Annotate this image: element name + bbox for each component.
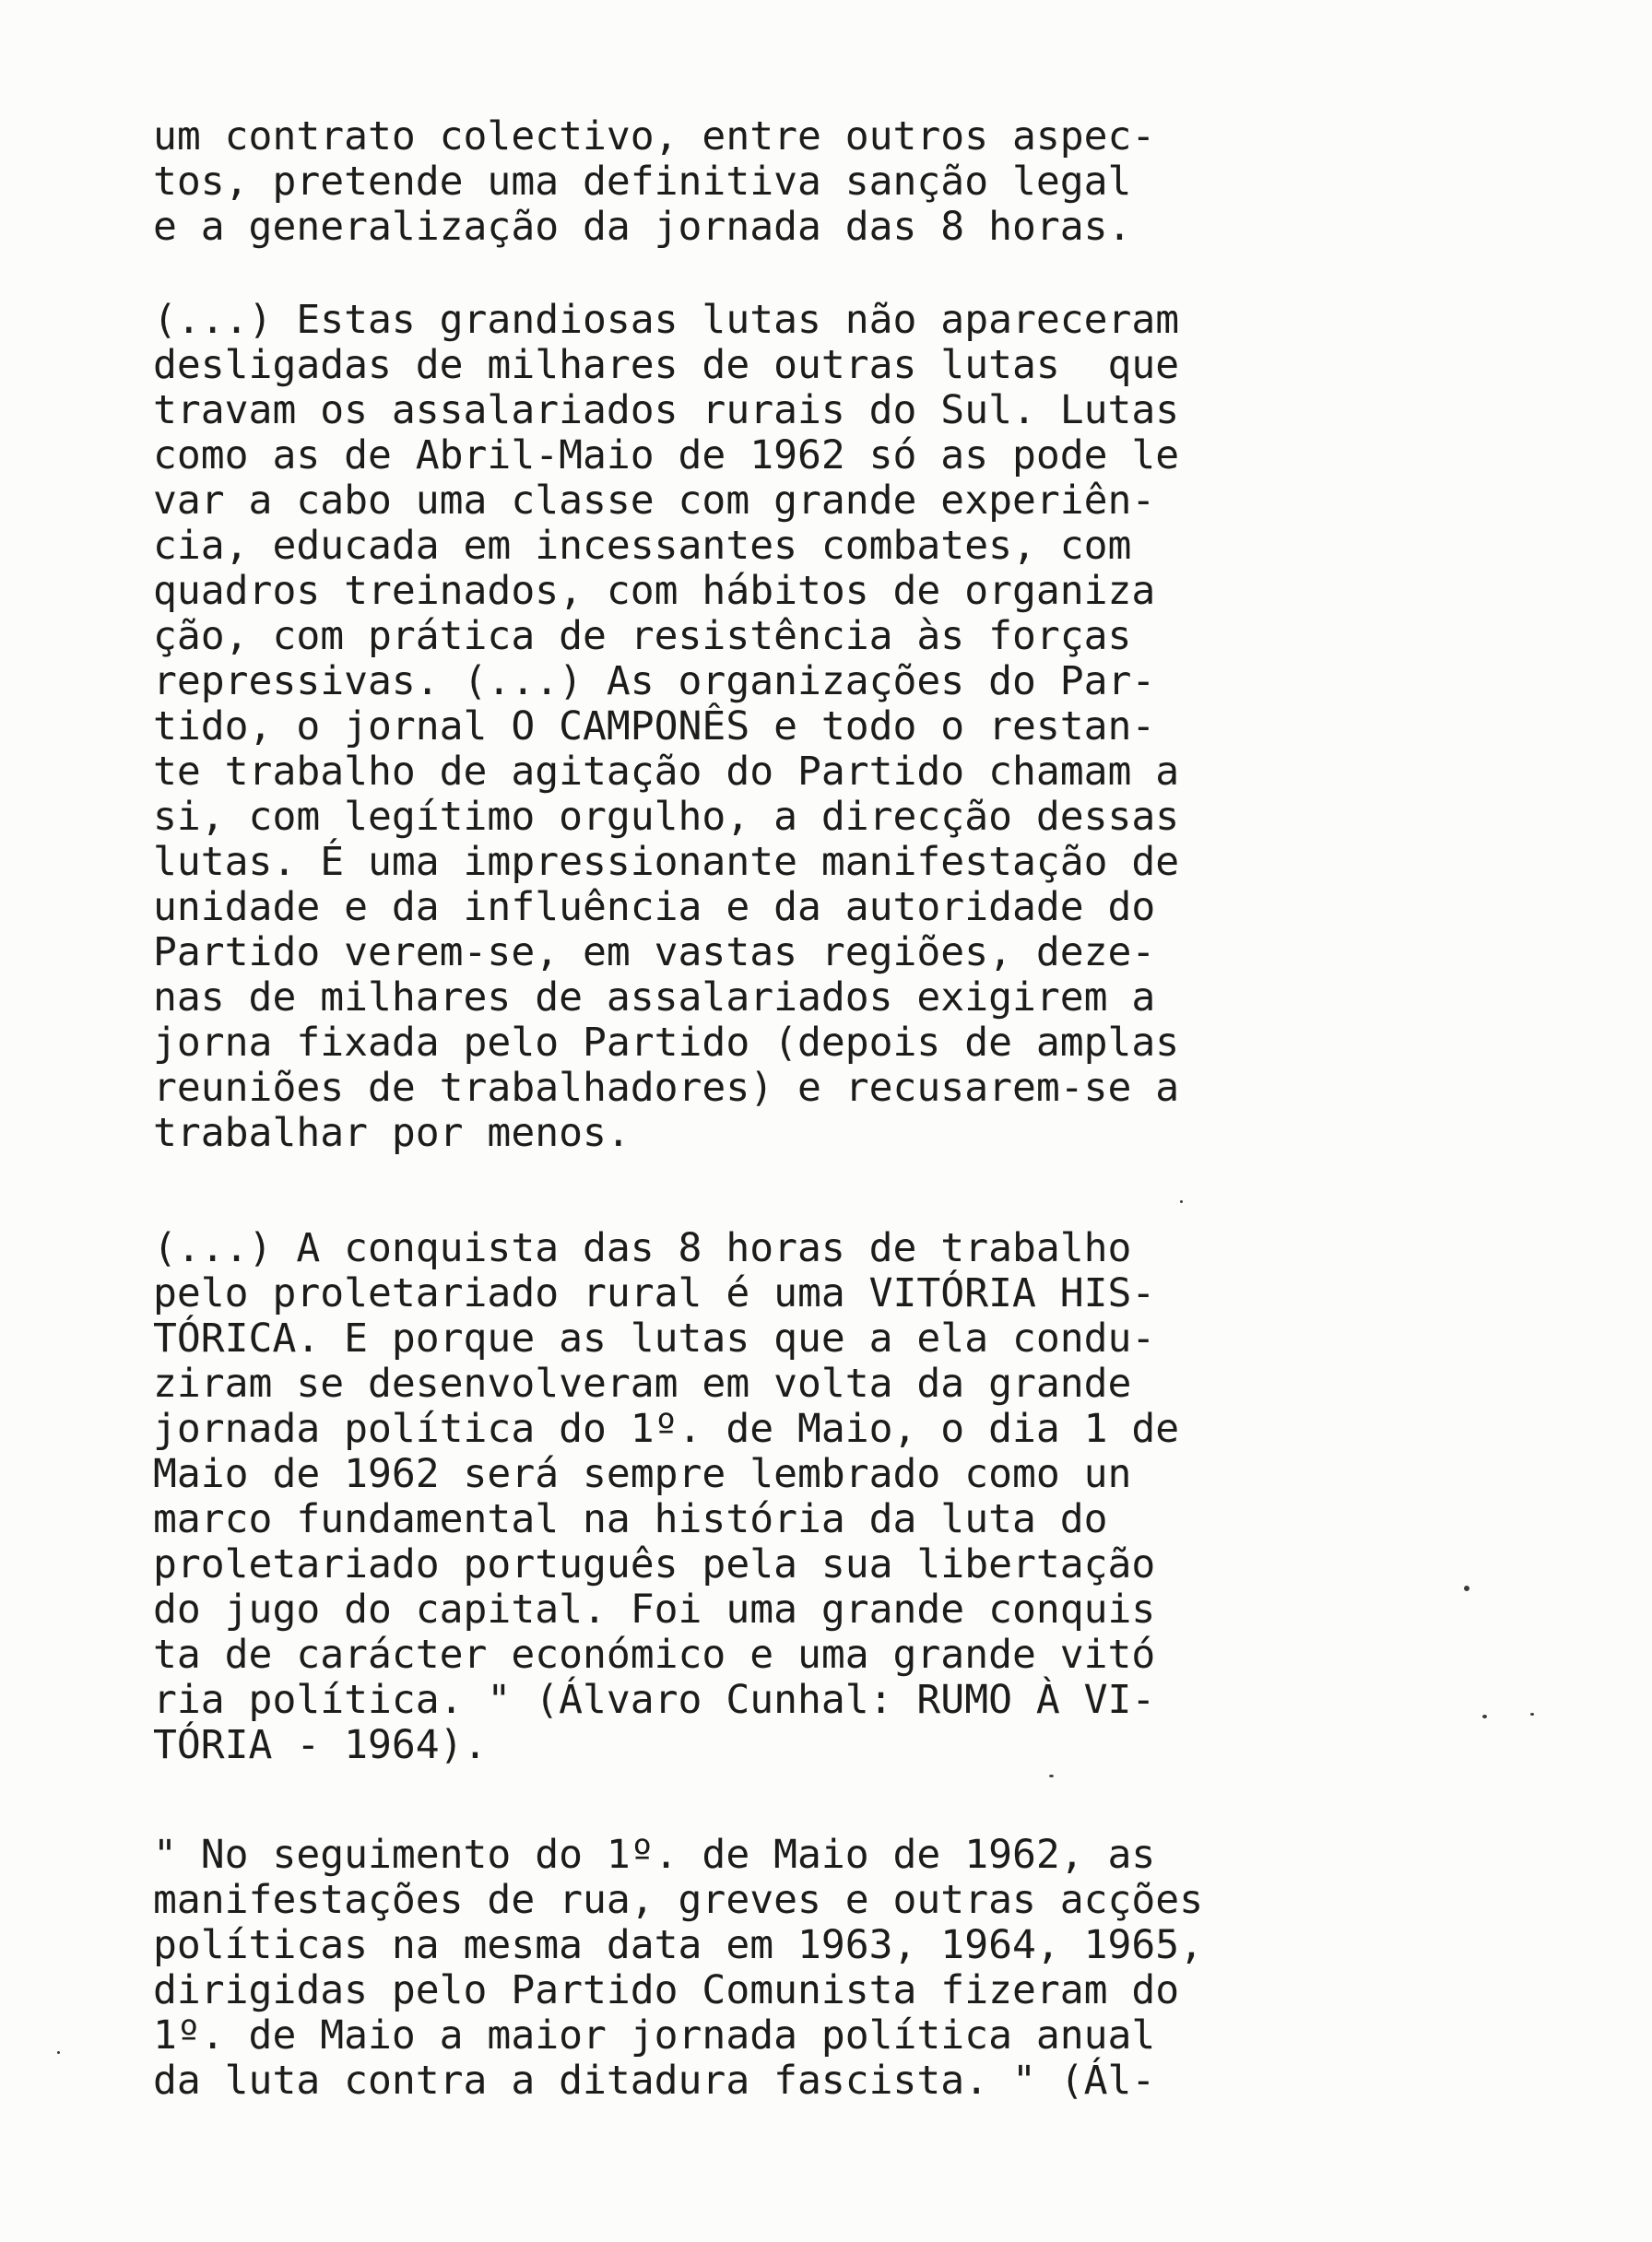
text-line: da luta contra a ditadura fascista. " (Ál- (153, 2058, 1156, 2104)
scan-speck (1180, 1200, 1183, 1203)
text-line: si, com legítimo orgulho, a direcção dessas (153, 794, 1180, 840)
text-line: ziram se desenvolveram em volta da grande (153, 1361, 1132, 1407)
scan-speck (1482, 1715, 1487, 1718)
text-line: repressivas. (...) As organizações do Par- (153, 658, 1156, 704)
text-line: manifestações de rua, greves e outras acções (153, 1877, 1204, 1923)
text-line: ria política. " (Álvaro Cunhal: RUMO À VI- (153, 1677, 1156, 1723)
text-line: ta de carácter económico e uma grande vitó (153, 1632, 1156, 1678)
text-line: unidade e da influência e da autoridade do (153, 884, 1156, 930)
text-line: te trabalho de agitação do Partido chamam a (153, 749, 1180, 795)
text-line: quadros treinados, com hábitos de organiza (153, 568, 1156, 614)
text-line: marco fundamental na história da luta do (153, 1496, 1108, 1542)
text-line: (...) Estas grandiosas lutas não apareceram (153, 297, 1180, 343)
text-line: cia, educada em incessantes combates, com (153, 523, 1132, 569)
text-line: 1º. de Maio a maior jornada política anual (153, 2012, 1156, 2059)
paragraph-struggles (153, 298, 1398, 1156)
text-line: ção, com prática de resistência às forças (153, 613, 1132, 659)
text-line: TÓRICA. E porque as lutas que a ela condu- (153, 1316, 1156, 1362)
text-line: jornada política do 1º. de Maio, o dia 1 de (153, 1406, 1180, 1452)
scan-speck (1464, 1586, 1469, 1591)
text-line: travam os assalariados rurais do Sul. Lutas (153, 387, 1180, 433)
text-line: tos, pretende uma definitiva sanção legal (153, 159, 1132, 205)
text-line: " No seguimento do 1º. de Maio de 1962, as (153, 1832, 1156, 1878)
text-line: (...) A conquista das 8 horas de trabalho (153, 1225, 1132, 1271)
text-line: reuniões de trabalhadores) e recusarem-se a (153, 1065, 1180, 1111)
scan-speck (57, 2051, 60, 2054)
text-line: trabalhar por menos. (153, 1110, 631, 1156)
text-line: e a generalização da jornada das 8 horas. (153, 204, 1132, 250)
text-line: do jugo do capital. Foi uma grande conquis (153, 1587, 1156, 1633)
text-line: proletariado português pela sua libertação (153, 1541, 1156, 1587)
text-line: TÓRIA - 1964). (153, 1722, 488, 1768)
text-line: desligadas de milhares de outras lutas que (153, 342, 1180, 388)
text-line: como as de Abril-Maio de 1962 só as pode le (153, 432, 1180, 478)
text-line: lutas. É uma impressionante manifestação de (153, 839, 1180, 885)
scan-speck (1049, 1775, 1054, 1777)
text-line: pelo proletariado rural é uma VITÓRIA HIS- (153, 1270, 1156, 1316)
text-line: Maio de 1962 será sempre lembrado como un (153, 1451, 1132, 1497)
paragraph-contract (153, 114, 1398, 250)
text-line: políticas na mesma data em 1963, 1964, 1965, (153, 1922, 1204, 1968)
text-line: dirigidas pelo Partido Comunista fizeram do (153, 1967, 1180, 2013)
scan-speck (1530, 1713, 1534, 1716)
text-line: var a cabo uma classe com grande experiên- (153, 478, 1156, 524)
paragraph-may-day (153, 1833, 1398, 2104)
text-line: jorna fixada pelo Partido (depois de amplas (153, 1020, 1180, 1066)
text-line: tido, o jornal O CAMPONÊS e todo o restan- (153, 703, 1156, 749)
text-line: Partido verem-se, em vastas regiões, deze- (153, 929, 1156, 975)
paragraph-eight-hours (153, 1226, 1398, 1768)
text-line: um contrato colectivo, entre outros aspec- (153, 113, 1156, 159)
text-line: nas de milhares de assalariados exigirem a (153, 974, 1156, 1021)
